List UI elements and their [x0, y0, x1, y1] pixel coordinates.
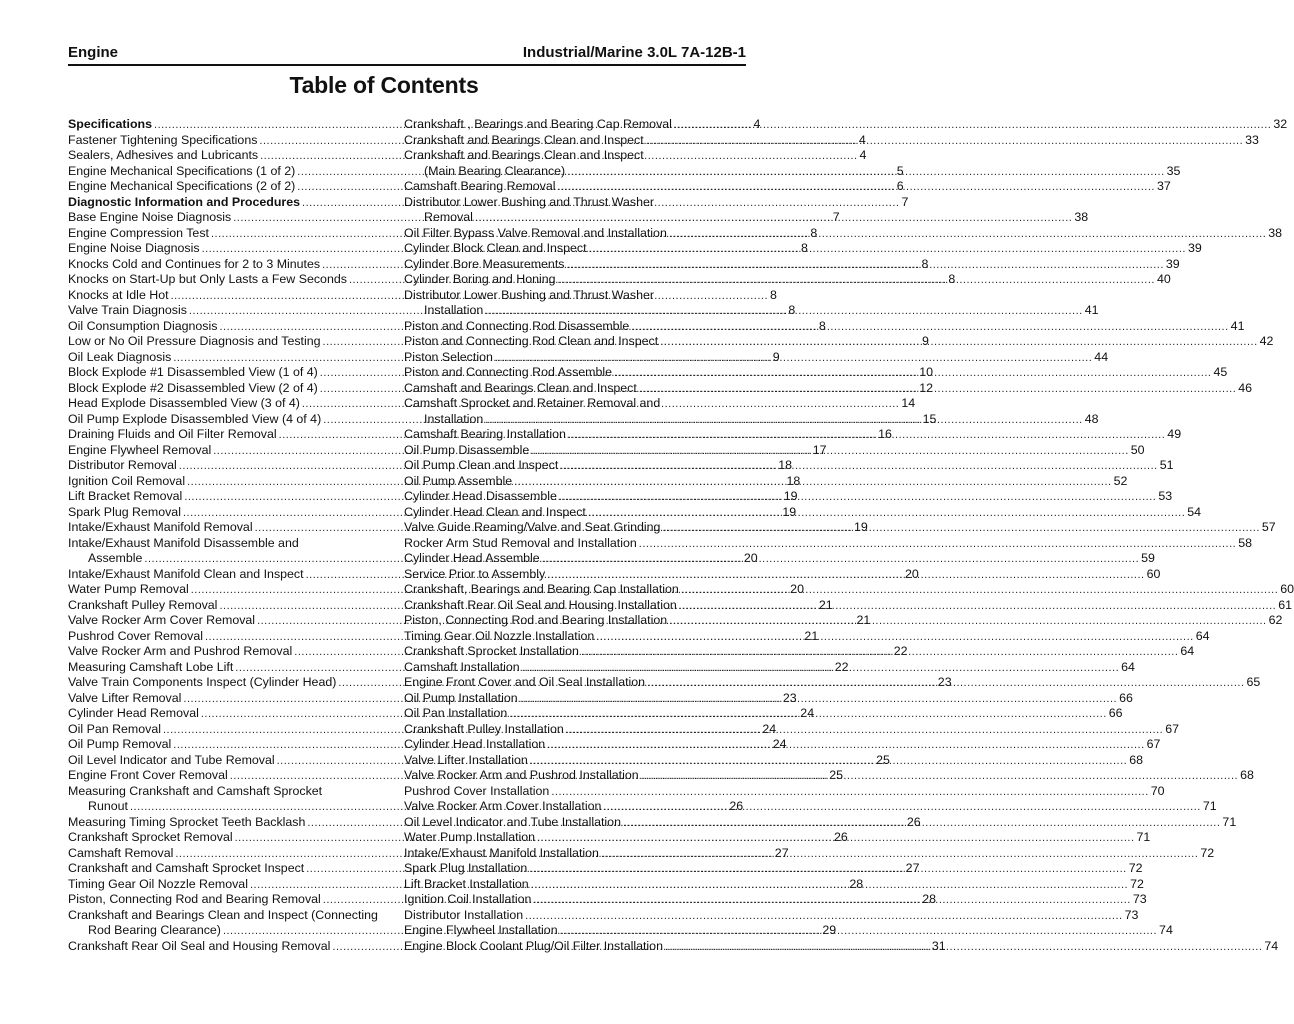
dot-leader	[567, 165, 1164, 181]
toc-entry[interactable]	[404, 272, 1171, 288]
toc-entry-title: Distributor Lower Bushing and Thrust Washer	[404, 194, 654, 209]
toc-entry-page: 8	[810, 225, 818, 240]
toc-entry-page: 50	[1130, 442, 1145, 457]
toc-entry-title: Measuring Camshaft Lobe Lift	[68, 659, 234, 674]
dot-leader	[525, 909, 1122, 925]
toc-entry-title: Cylinder Head Disassemble	[404, 489, 557, 503]
toc-entry-page: 41	[1230, 318, 1245, 333]
toc-entry-page: 54	[1187, 504, 1202, 519]
toc-entry-page: 40	[1156, 272, 1171, 286]
toc-entry-page: 49	[1167, 427, 1182, 441]
dot-leader	[530, 754, 1127, 770]
toc-entry-page: 28	[922, 892, 937, 906]
toc-entry[interactable]	[404, 179, 1171, 195]
toc-entry-title: Block Explode #2 Disassembled View (2 of 4)	[68, 380, 318, 395]
toc-entry-page: 8	[818, 318, 826, 333]
dot-leader	[623, 816, 1220, 832]
toc-entry-page: 64	[1180, 644, 1195, 658]
toc-entry-title: Diagnostic Information and Procedures	[68, 194, 301, 209]
toc-entry-page: 21	[804, 628, 819, 643]
toc-entry-page: 4	[859, 148, 867, 162]
toc-entry-title: Distributor Installation	[404, 907, 524, 922]
toc-entry-page: 18	[786, 473, 801, 488]
toc-entry-page: 67	[1165, 721, 1180, 736]
toc-entry-title: Engine Flywheel Installation	[404, 923, 558, 937]
toc-entry-title: Piston Selection	[404, 349, 493, 364]
toc-entry-page: 27	[774, 845, 789, 860]
dot-leader	[542, 552, 1139, 568]
toc-entry-page: 37	[1156, 179, 1171, 193]
toc-entry-title: Camshaft Bearing Installation	[404, 427, 566, 441]
dot-leader	[559, 490, 1156, 506]
toc-entry-title: Camshaft Installation	[404, 659, 520, 674]
dot-leader	[647, 676, 1244, 692]
toc-entry-title: Cylinder Head Installation	[404, 737, 546, 751]
toc-entry-title: Valve Rocker Arm Cover Installation	[404, 799, 602, 813]
toc-entry-title: Engine Compression Test	[68, 225, 209, 240]
toc-entry-page: 21	[856, 613, 871, 627]
toc-entry-page: 72	[1200, 845, 1215, 860]
toc-entry-title: Distributor Removal	[68, 458, 177, 472]
toc-entry-title: Valve Rocker Arm Cover Removal	[68, 613, 256, 627]
toc-entry-page: 38	[1074, 210, 1089, 224]
toc-entry-page: 74	[1264, 938, 1279, 953]
dot-leader	[681, 583, 1278, 599]
toc-entry[interactable]	[404, 334, 1274, 350]
toc-entry[interactable]	[404, 148, 711, 164]
toc-entry[interactable]	[404, 349, 1109, 366]
toc-entry-title: Water Pump Removal	[68, 582, 189, 596]
toc-entry-title: Knocks Cold and Continues for 2 to 3 Minutes	[68, 256, 321, 271]
toc-entry-title: Crankshaft Sprocket Installation	[404, 644, 579, 658]
toc-entry-title: Distributor Lower Bushing and Thrust Washer	[404, 287, 654, 302]
toc-entry-title: Camshaft Sprocket and Retainer Removal and	[404, 396, 661, 410]
toc-entry-title: Measuring Crankshaft and Camshaft Sprocket	[68, 783, 323, 798]
toc-entry-page: 62	[1268, 613, 1283, 627]
toc-entry-page: 10	[919, 365, 934, 379]
dot-leader	[581, 645, 1178, 661]
dot-leader	[669, 614, 1266, 630]
toc-entry-page: 29	[822, 923, 837, 937]
toc-entry-page: 39	[1165, 256, 1180, 271]
dot-leader	[596, 630, 1193, 646]
toc-entry[interactable]	[404, 256, 1180, 273]
toc-entry[interactable]	[68, 784, 380, 800]
toc-entry-title: Engine Flywheel Removal	[68, 442, 212, 457]
dot-leader	[560, 459, 1157, 475]
toc-entry-page: 72	[1130, 876, 1144, 891]
toc-entry-page: 51	[1159, 458, 1174, 472]
dot-leader	[485, 304, 1082, 320]
toc-entry-page: 4	[858, 132, 866, 147]
toc-entry-title: Engine Noise Diagnosis	[68, 241, 200, 255]
toc-entry-title: Piston, Connecting Rod and Bearing Installation	[404, 613, 668, 627]
dot-leader	[568, 428, 1165, 444]
toc-entry-page: 8	[948, 272, 956, 286]
toc-entry-title: Oil Pump Removal	[68, 737, 172, 751]
toc-entry-title: Cylinder Head Assemble	[404, 551, 540, 565]
dot-leader	[509, 707, 1106, 723]
toc-entry-title: Water Pump Installation	[404, 830, 536, 844]
toc-entry-title: Engine Mechanical Specifications (2 of 2)	[68, 179, 296, 193]
toc-entry-page: 33	[1245, 132, 1259, 147]
toc-entry-title: Intake/Exhaust Manifold Removal	[68, 520, 253, 534]
dot-leader	[485, 413, 1082, 429]
dot-leader	[514, 475, 1111, 491]
toc-entry-title: Oil Pump Clean and Inspect	[404, 458, 559, 472]
toc-entry-title: Installation	[424, 411, 484, 426]
toc-entry-page: 25	[829, 768, 844, 782]
toc-entry-page: 53	[1158, 489, 1173, 503]
toc-entry[interactable]	[404, 783, 1165, 800]
dot-leader	[603, 800, 1200, 816]
toc-entry-title: Spark Plug Installation	[404, 861, 528, 875]
dot-leader	[614, 366, 1211, 382]
toc-entry-page: 74	[1159, 923, 1173, 937]
toc-entry-page: 24	[762, 721, 777, 736]
dot-leader	[529, 862, 1126, 878]
toc-entry-title: Oil Level Indicator and Tube Removal	[68, 752, 275, 767]
toc-entry[interactable]	[404, 163, 1181, 180]
toc-entry[interactable]	[404, 907, 1139, 924]
page-header	[68, 44, 746, 64]
toc-entry-page: 66	[1108, 706, 1123, 720]
dot-leader	[551, 785, 1148, 801]
toc-entry-title: Knocks on Start-Up but Only Lasts a Few Seconds	[68, 272, 347, 286]
toc-entry[interactable]	[404, 210, 1089, 226]
toc-entry-title: Oil Filter Bypass Valve Removal and Installation	[404, 225, 667, 240]
toc-entry-title: Spark Plug Removal	[68, 504, 181, 519]
toc-entry-page: 9	[921, 334, 929, 348]
toc-entry-title: Oil Consumption Diagnosis	[68, 318, 218, 333]
toc-entry-title: Crankshaft, Bearings and Bearing Cap Installation	[404, 582, 679, 596]
toc-entry-page: 71	[1202, 799, 1217, 813]
toc-entry-page: 38	[1268, 225, 1283, 240]
toc-entry-page: 8	[788, 303, 796, 317]
toc-entry-page: 26	[729, 799, 744, 813]
toc-entry-title: Measuring Timing Sprocket Teeth Backlash	[68, 814, 306, 829]
toc-entry-page: 73	[1132, 892, 1147, 906]
dot-leader	[558, 180, 1155, 196]
toc-entry-page: 58	[1238, 535, 1253, 550]
toc-entry-title: Pushrod Cover Removal	[68, 628, 203, 643]
toc-entry-title: Specifications	[68, 117, 153, 131]
dot-leader	[679, 599, 1276, 615]
dot-leader	[639, 537, 1236, 553]
toc-entry-title: Valve Train Components Inspect (Cylinder Head)	[68, 675, 337, 689]
toc-entry-title: Service Prior to Assembly	[404, 566, 546, 581]
dot-leader	[631, 320, 1228, 336]
toc-entry-title: Piston, Connecting Rod and Bearing Removal	[68, 892, 321, 906]
dot-leader	[660, 335, 1257, 351]
dot-leader	[601, 847, 1198, 863]
dot-leader	[665, 940, 1262, 956]
dot-leader	[589, 242, 1186, 258]
toc-entry-title: Oil Leak Diagnosis	[68, 349, 172, 364]
toc-entry-title: Oil Pump Disassemble	[404, 442, 530, 457]
toc-entry-page: 26	[834, 830, 848, 844]
toc-entry-title: Crankshaft Sprocket Removal	[68, 830, 233, 844]
toc-entry-page: 73	[1124, 907, 1139, 922]
toc-entry-title: (Main Bearing Clearance)	[424, 163, 566, 178]
dot-leader	[531, 878, 1128, 894]
toc-entry-page: 57	[1261, 520, 1276, 534]
toc-entry-title: Draining Fluids and Oil Filter Removal	[68, 427, 277, 441]
dot-leader	[547, 568, 1144, 584]
toc-entry-page: 68	[1240, 768, 1254, 782]
toc-entry-title: Oil Pump Assemble	[404, 473, 513, 488]
toc-entry-page: 20	[905, 566, 919, 581]
toc-entry-title: Crankshaft Rear Oil Seal and Housing Removal	[68, 938, 331, 953]
toc-entry-page: 14	[901, 396, 916, 410]
toc-entry-page: 32	[1273, 117, 1288, 131]
toc-entry-title: Timing Gear Oil Nozzle Installation	[404, 628, 595, 643]
toc-entry-page: 59	[1141, 551, 1155, 565]
toc-entry-title: Intake/Exhaust Manifold Disassemble and	[68, 535, 299, 550]
toc-entry-title: Crankshaft and Bearings Clean and Inspect (Connecting	[68, 907, 378, 922]
toc-entry-page: 28	[849, 876, 864, 891]
toc-entry-page: 52	[1113, 473, 1128, 488]
toc-entry[interactable]	[404, 396, 711, 412]
toc-entry-page: 7	[901, 194, 909, 209]
toc-entry[interactable]	[404, 241, 1202, 257]
toc-entry-page: 71	[1136, 830, 1151, 844]
toc-entry-title: Crankshaft and Bearings Clean and Inspect	[404, 148, 644, 162]
toc-entry-page: 45	[1213, 365, 1228, 379]
toc-entry-title: Pushrod Cover Installation	[404, 783, 550, 798]
toc-entry-title: Base Engine Noise Diagnosis	[68, 210, 232, 224]
toc-entry-page: 70	[1150, 783, 1165, 798]
toc-entry-title: Cylinder Head Clean and Inspect	[404, 504, 586, 519]
toc-entry-title: Installation	[424, 303, 484, 317]
toc-entry-page: 20	[790, 582, 804, 596]
toc-entry[interactable]	[68, 536, 380, 552]
toc-entry-title: Runout	[88, 799, 128, 813]
toc-entry-page: 67	[1146, 737, 1161, 751]
toc-entry-page: 12	[919, 380, 934, 395]
toc-entry-page: 19	[782, 504, 797, 519]
toc-entry-title: Piston and Connecting Rod Clean and Inspect	[404, 334, 659, 348]
toc-entry-title: Intake/Exhaust Manifold Clean and Inspect	[68, 566, 304, 581]
toc-entry-page: 39	[1187, 241, 1202, 255]
toc-entry-page: 48	[1084, 411, 1099, 426]
dot-leader	[588, 506, 1185, 522]
dot-leader	[646, 134, 1243, 150]
dot-leader	[566, 723, 1163, 739]
toc-entry[interactable]	[404, 225, 1283, 242]
toc-entry[interactable]	[404, 288, 711, 304]
toc-entry-title: Oil Pump Installation	[404, 690, 518, 705]
toc-entry-title: Crankshaft Rear Oil Seal and Housing Installation	[404, 597, 677, 612]
toc-entry-title: Lift Bracket Installation	[404, 876, 529, 891]
toc-entry-title: Oil Pan Installation	[404, 706, 508, 720]
toc-entry-title: Engine Front Cover Removal	[68, 768, 228, 782]
dot-leader	[475, 211, 1072, 227]
header-divider	[68, 64, 746, 66]
toc-entry-page: 60	[1280, 582, 1294, 596]
toc-entry-page: 41	[1084, 303, 1099, 317]
toc-entry-page: 15	[922, 411, 937, 426]
toc-entry-title: Crankshaft , Bearings and Bearing Cap Removal	[404, 117, 672, 131]
toc-entry-title: Sealers, Adhesives and Lubricants	[68, 148, 259, 162]
dot-leader	[662, 521, 1259, 537]
dot-leader	[669, 227, 1266, 243]
toc-entry-title: Crankshaft and Bearings Clean and Inspect	[404, 132, 644, 147]
toc-entry-title: Valve Rocker Arm and Pushrod Removal	[68, 644, 293, 658]
toc-entry-page: 5	[896, 163, 904, 178]
toc-entry-title: Low or No Oil Pressure Diagnosis and Testing	[68, 334, 321, 348]
dot-leader	[520, 692, 1117, 708]
toc-entry-title: Engine Front Cover and Oil Seal Installation	[404, 675, 646, 689]
toc-entry-title: Intake/Exhaust Manifold Installation	[404, 845, 599, 860]
toc-entry-page: 44	[1094, 349, 1109, 364]
toc-entry-title: Oil Pan Removal	[68, 721, 161, 736]
toc-entry[interactable]	[404, 195, 711, 211]
toc-entry-title: Camshaft Removal	[68, 845, 174, 860]
toc-entry-title: Head Explode Disassembled View (3 of 4)	[68, 396, 300, 410]
toc-entry-page: 21	[818, 597, 833, 612]
toc-entry-page: 20	[743, 551, 758, 565]
toc-entry-title: Crankshaft and Camshaft Sprocket Inspect	[68, 861, 305, 875]
toc-entry-title: Cylinder Bore Measurements	[404, 256, 565, 271]
toc-entry-title: Oil Pump Explode Disassembled View (4 of 4)	[68, 411, 322, 426]
toc-entry-page: 72	[1128, 861, 1143, 875]
toc-entry-title: Assemble	[88, 551, 143, 565]
toc-entry-title: Knocks at Idle Hot	[68, 287, 169, 302]
toc-entry-title: Piston and Connecting Rod Assemble	[404, 365, 613, 379]
toc-entry-page: 9	[772, 349, 780, 364]
toc-entry-page: 23	[937, 675, 952, 689]
toc-entry-title: Rod Bearing Clearance)	[88, 923, 221, 937]
toc-entry-page: 7	[832, 210, 840, 224]
toc-entry-title: Oil Level Indicator and Tube Installation	[404, 814, 621, 829]
toc-entry-title: Crankshaft Pulley Removal	[68, 597, 218, 612]
dot-leader	[639, 382, 1236, 398]
toc-entry-title: Valve Lifter Installation	[404, 752, 528, 767]
dot-leader	[531, 444, 1128, 460]
toc-entry-title: Valve Guide Reaming/Valve and Seat Grinding	[404, 520, 661, 534]
toc-entry-page: 22	[893, 644, 908, 658]
toc-entry-title: Valve Rocker Arm and Pushrod Installation	[404, 768, 639, 782]
toc-entry-page: 31	[931, 938, 946, 953]
toc-entry-page: 71	[1222, 814, 1237, 829]
toc-entry-page: 35	[1166, 163, 1181, 178]
toc-entry-page: 68	[1129, 752, 1143, 767]
toc-entry-title: Camshaft and Bearings Clean and Inspect	[404, 380, 637, 395]
toc-entry[interactable]	[404, 303, 1099, 319]
dot-leader	[547, 738, 1144, 754]
toc-entry[interactable]	[68, 908, 380, 924]
toc-entry-page: 24	[800, 706, 815, 720]
document-id: Industrial/Marine 3.0L 7A-12B-1	[522, 44, 746, 61]
toc-entry-page: 64	[1195, 628, 1210, 643]
toc-entry[interactable]	[404, 132, 1259, 149]
toc-entry-page: 23	[782, 690, 797, 705]
toc-entry-page: 17	[812, 442, 827, 457]
toc-entry-page: 46	[1238, 380, 1253, 395]
toc-entry-title: Engine Block Coolant Plug/Oil Filter Installation	[404, 938, 663, 953]
toc-entry-title: Block Explode #1 Disassembled View (1 of 4)	[68, 365, 318, 379]
toc-entry-title: Valve Lifter Removal	[68, 690, 182, 705]
toc-entry-title: Cylinder Block Clean and Inspect	[404, 241, 587, 255]
dot-leader	[674, 118, 1271, 134]
page-title: Table of Contents	[289, 72, 479, 98]
toc-entry-title: Engine Mechanical Specifications (1 of 2)	[68, 163, 296, 178]
dot-leader	[558, 273, 1155, 289]
toc-entry-title: Valve Train Diagnosis	[68, 303, 187, 317]
toc-entry[interactable]	[404, 318, 1245, 335]
dot-leader	[537, 831, 1134, 847]
section-title: Engine	[68, 44, 119, 61]
toc-entry-page: 26	[906, 814, 921, 829]
toc-entry-page: 8	[921, 256, 929, 271]
toc-entry-title: Timing Gear Oil Nozzle Removal	[68, 876, 248, 891]
toc-entry-page: 22	[834, 659, 849, 674]
toc-entry-title: Cylinder Head Removal	[68, 706, 199, 720]
toc-entry-title: Ignition Coil Installation	[404, 892, 532, 906]
toc-entry-title: Cylinder Boring and Honing	[404, 272, 556, 286]
toc-entry-page: 6	[896, 179, 904, 193]
toc-entry-page: 42	[1259, 334, 1274, 348]
toc-entry-title: Fastener Tightening Specifications	[68, 132, 258, 147]
toc-entry-title: Piston and Connecting Rod Disassemble	[404, 318, 630, 333]
toc-entry-page: 19	[783, 489, 798, 503]
toc-entry-page: 4	[753, 117, 761, 131]
toc-entry-page: 61	[1278, 597, 1292, 612]
toc-entry-page: 8	[801, 241, 808, 255]
toc-entry-title: Camshaft Bearing Removal	[404, 179, 556, 193]
toc-entry[interactable]	[404, 117, 1288, 133]
toc-entry[interactable]	[404, 535, 1253, 552]
dot-leader	[522, 661, 1119, 677]
toc-entry-page: 64	[1121, 659, 1135, 674]
toc-entry-page: 65	[1246, 675, 1261, 689]
toc-entry-page: 24	[772, 737, 787, 751]
dot-leader	[495, 351, 1092, 367]
toc-entry-page: 25	[876, 752, 890, 767]
toc-entry-title: Lift Bracket Removal	[68, 489, 183, 503]
toc-entry-title: Removal	[424, 210, 473, 224]
dot-leader	[560, 924, 1157, 940]
toc-entry-title: Rocker Arm Stud Removal and Installation	[404, 535, 637, 550]
toc-entry-page: 18	[778, 458, 793, 472]
toc-entry-title: Ignition Coil Removal	[68, 473, 186, 488]
dot-leader	[533, 893, 1130, 909]
toc-entry-page: 66	[1119, 690, 1133, 705]
toc-entry-page: 19	[854, 520, 868, 534]
toc-entry-page: 8	[770, 287, 777, 302]
toc-entry-title: Crankshaft Pulley Installation	[404, 721, 564, 736]
dot-leader	[641, 769, 1238, 785]
toc-entry-page: 60	[1146, 566, 1161, 581]
dot-leader	[566, 258, 1163, 274]
toc-entry-page: 16	[878, 427, 892, 441]
toc-entry-page: 27	[905, 861, 920, 875]
